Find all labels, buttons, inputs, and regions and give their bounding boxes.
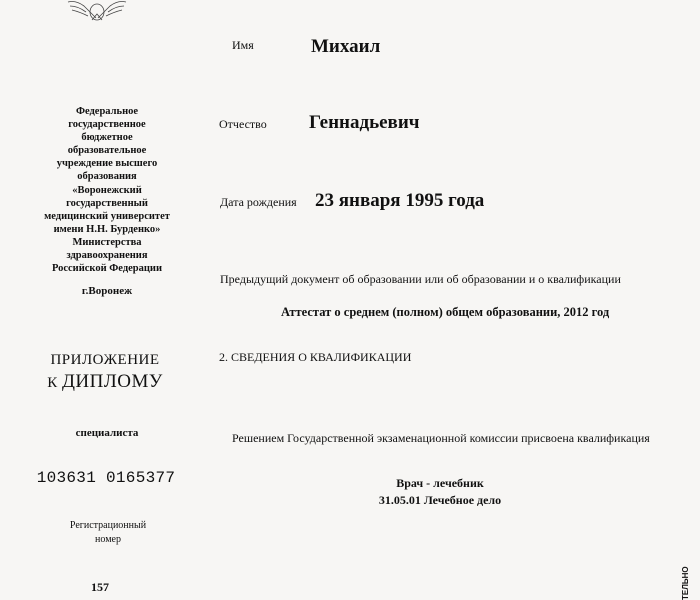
- city: г.Воронеж: [81, 285, 133, 297]
- decision-text: Решением Государственной экзаменационной комиссии присвоена квалификация: [232, 431, 650, 445]
- previous-document-label: Предыдущий документ об образовании или об образовании и о квалификации: [220, 272, 621, 286]
- patronymic-label: Отчество: [219, 117, 267, 131]
- previous-document-value: Аттестат о среднем (полном) общем образовании, 2012 год: [281, 305, 610, 319]
- registration-number: 157: [91, 580, 109, 594]
- qualification-value: Врач - лечебник: [396, 476, 484, 490]
- dob-value: 23 января 1995 года: [315, 190, 485, 211]
- appendix-title-line2: К ДИПЛОМУ: [47, 371, 163, 392]
- patronymic-value: Геннадьевич: [309, 112, 420, 133]
- side-edge-text: ТЕЛЬНО: [681, 566, 690, 600]
- specialty-value: 31.05.01 Лечебное дело: [378, 493, 502, 507]
- qualification-block: [330, 475, 550, 509]
- appendix-title: [30, 349, 180, 394]
- name-value: Михаил: [311, 36, 381, 57]
- organization-name: Федеральное государственное бюджетное образовательное учреждение высшего образования «Воронежский государственный медицинский университет имени Н.Н. Бурденко» Министерства здравоохранения Российской Федерации: [44, 106, 170, 275]
- series-number: 103631 0165377: [36, 469, 176, 487]
- coat-of-arms-icon: [62, 0, 132, 22]
- name-label: Имя: [232, 38, 254, 52]
- section-title: 2. СВЕДЕНИЯ О КВАЛИФИКАЦИИ: [219, 350, 412, 364]
- degree-level: специалиста: [75, 427, 139, 439]
- registration-label: Регистрационный номер: [69, 520, 147, 545]
- appendix-title-line1: ПРИЛОЖЕНИЕ: [50, 352, 160, 368]
- dob-label: Дата рождения: [220, 195, 297, 209]
